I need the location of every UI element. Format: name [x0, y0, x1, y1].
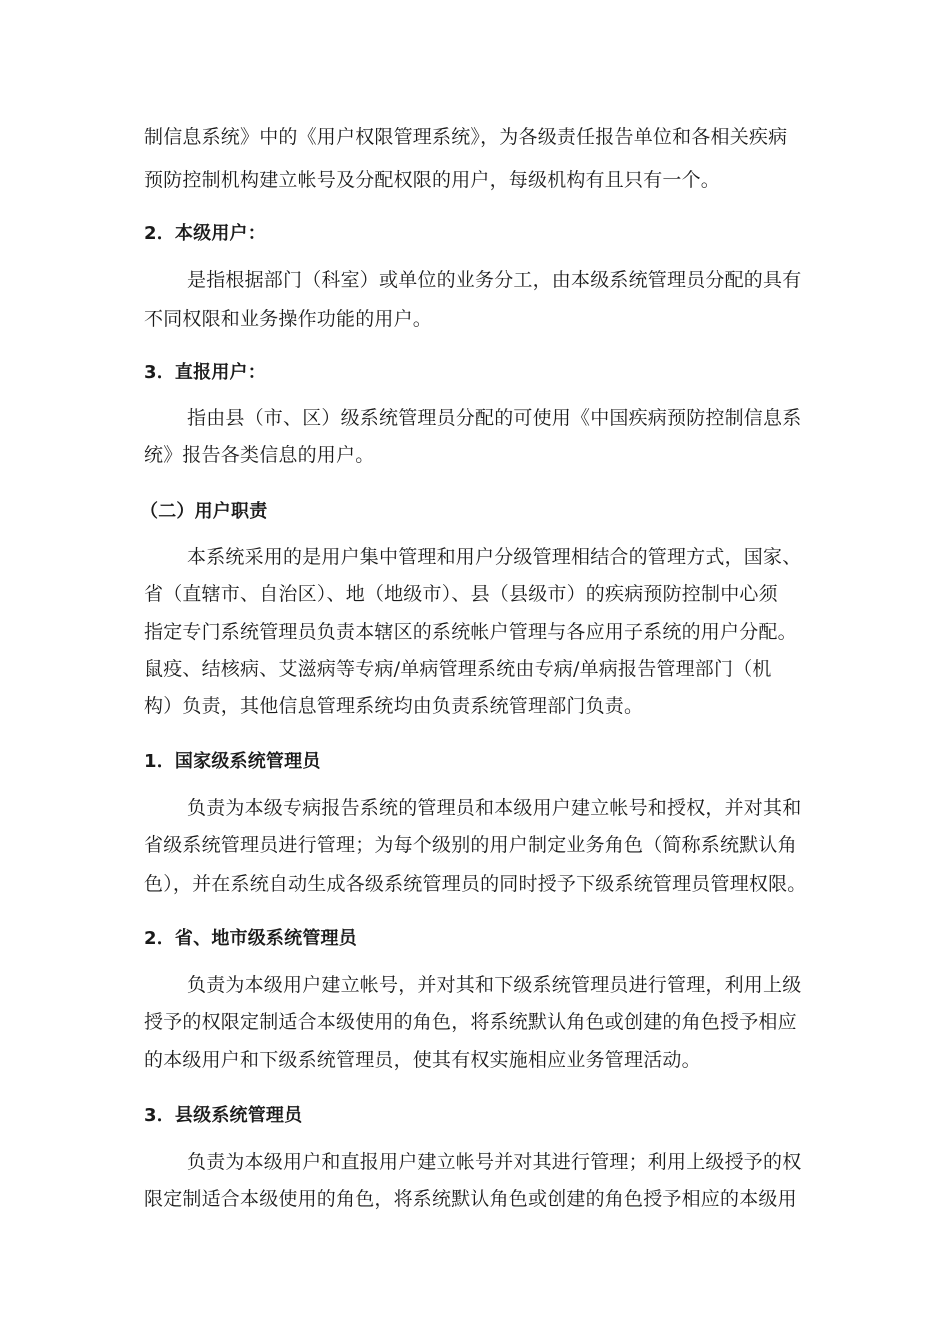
paragraph-line: 指定专门系统管理员负责本辖区的系统帐户管理与各应用子系统的用户分配。	[144, 621, 797, 643]
paragraph-line: 本系统采用的是用户集中管理和用户分级管理相结合的管理方式，国家、	[187, 546, 802, 568]
heading-province-admin: 2．省、地市级系统管理员	[144, 928, 357, 949]
paragraph-line: 省（直辖市、自治区）、地（地级市）、县（县级市）的疾病预防控制中心须	[144, 583, 778, 605]
paragraph-line: 指由县（市、区）级系统管理员分配的可使用《中国疾病预防控制信息系	[187, 407, 802, 429]
heading-benji-user: 2．本级用户：	[144, 223, 266, 244]
paragraph-line: 色），并在系统自动生成各级系统管理员的同时授予下级系统管理员管理权限。	[144, 873, 807, 895]
paragraph-line: 预防控制机构建立帐号及分配权限的用户，每级机构有且只有一个。	[144, 169, 721, 191]
paragraph-line: 的本级用户和下级系统管理员，使其有权实施相应业务管理活动。	[144, 1049, 701, 1071]
paragraph-line: 不同权限和业务操作功能的用户。	[144, 308, 433, 330]
heading-county-admin: 3．县级系统管理员	[144, 1105, 303, 1126]
section-title: （二）用户职责	[140, 501, 268, 522]
paragraph-line: 限定制适合本级使用的角色，将系统默认角色或创建的角色授予相应的本级用	[144, 1188, 797, 1210]
paragraph-line: 负责为本级用户建立帐号，并对其和下级系统管理员进行管理，利用上级	[187, 974, 802, 996]
heading-zhibao-user: 3．直报用户：	[144, 362, 266, 383]
paragraph-line: 是指根据部门（科室）或单位的业务分工，由本级系统管理员分配的具有	[187, 269, 802, 291]
paragraph-line: 制信息系统》中的《用户权限管理系统》，为各级责任报告单位和各相关疾病	[144, 126, 788, 148]
paragraph-line: 授予的权限定制适合本级使用的角色，将系统默认角色或创建的角色授予相应	[144, 1011, 797, 1033]
paragraph-line: 构）负责，其他信息管理系统均由负责系统管理部门负责。	[144, 695, 644, 717]
paragraph-line: 省级系统管理员进行管理；为每个级别的用户制定业务角色（简称系统默认角	[144, 834, 797, 856]
heading-national-admin: 1．国家级系统管理员	[144, 751, 321, 772]
paragraph-line: 统》报告各类信息的用户。	[144, 444, 375, 466]
paragraph-line: 鼠疫、结核病、艾滋病等专病/单病管理系统由专病/单病报告管理部门（机	[144, 658, 772, 680]
paragraph-line: 负责为本级用户和直报用户建立帐号并对其进行管理；利用上级授予的权	[187, 1151, 802, 1173]
paragraph-line: 负责为本级专病报告系统的管理员和本级用户建立帐号和授权，并对其和	[187, 797, 802, 819]
